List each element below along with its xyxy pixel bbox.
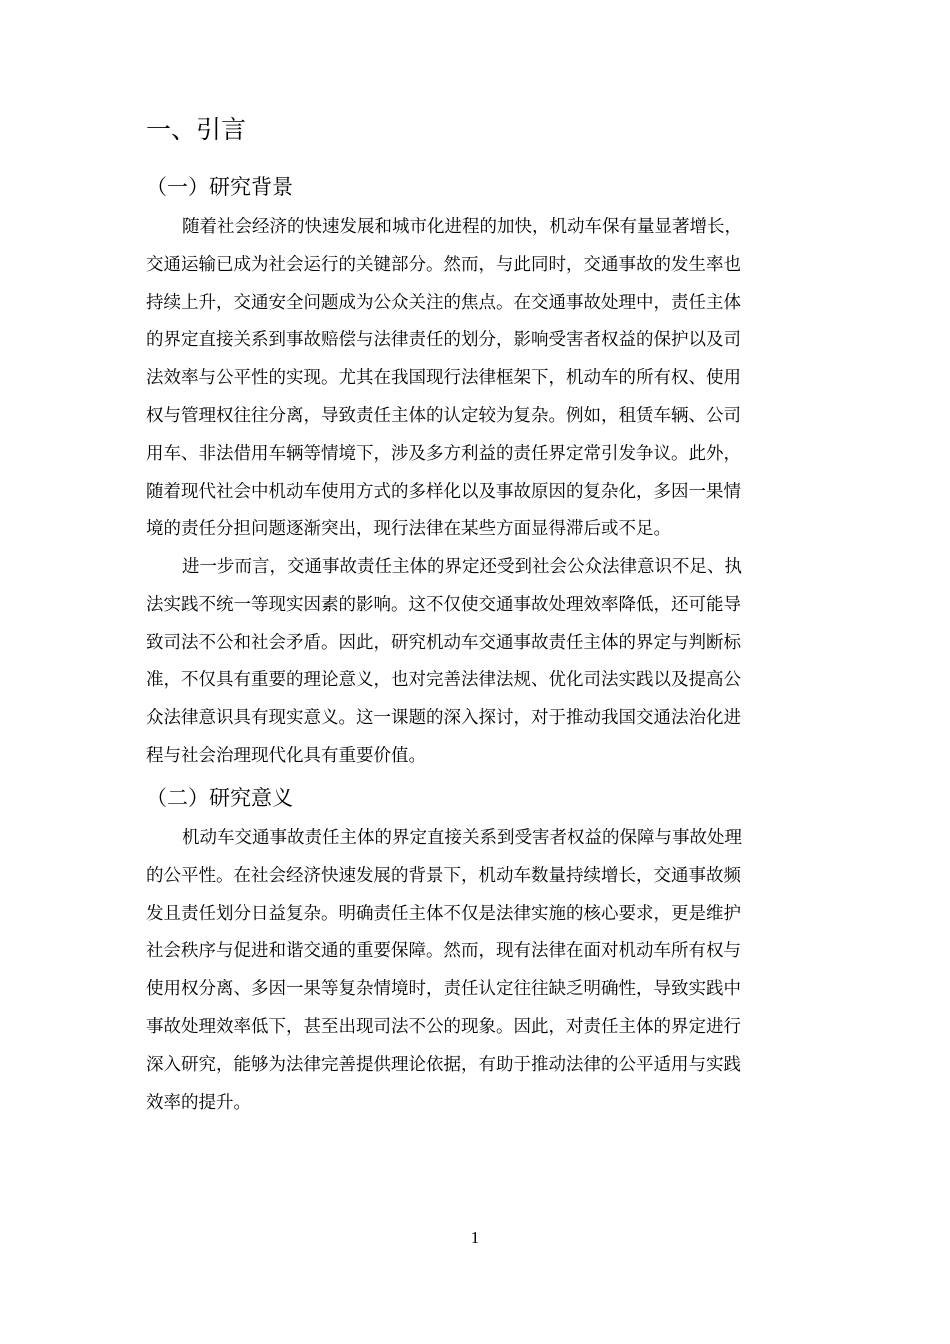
paragraph-line: 发且责任划分日益复杂。明确责任主体不仅是法律实施的核心要求，更是维护 xyxy=(146,903,741,924)
paragraph-background-2 xyxy=(146,549,798,776)
paragraph-line: 随着现代社会中机动车使用方式的多样化以及事故原因的复杂化，多因一果情 xyxy=(146,481,741,502)
paragraph-line: 的界定直接关系到事故赔偿与法律责任的划分，影响受害者权益的保护以及司 xyxy=(146,330,741,351)
paragraph-line: 机动车交通事故责任主体的界定直接关系到受害者权益的保障与事故处理 xyxy=(182,828,742,848)
paragraph-line: 随着社会经济的快速发展和城市化进程的加快，机动车保有量显著增长， xyxy=(182,217,742,237)
section-heading-background: （一）研究背景 xyxy=(146,175,293,199)
paragraph-line: 使用权分离、多因一果等复杂情境时，责任认定往往缺乏明确性，导致实践中 xyxy=(146,979,741,1000)
paragraph-line: 事故处理效率低下，甚至出现司法不公的现象。因此，对责任主体的界定进行 xyxy=(146,1016,741,1037)
paragraph-line: 权与管理权往往分离，导致责任主体的认定较为复杂。例如，租赁车辆、公司 xyxy=(146,405,741,426)
paragraph-line: 的公平性。在社会经济快速发展的背景下，机动车数量持续增长，交通事故频 xyxy=(146,865,741,886)
paragraph-line: 持续上升，交通安全问题成为公众关注的焦点。在交通事故处理中，责任主体 xyxy=(146,292,741,313)
paragraph-line: 法实践不统一等现实因素的影响。这不仅使交通事故处理效率降低，还可能导 xyxy=(146,594,741,615)
paragraph-line: 用车、非法借用车辆等情境下，涉及多方利益的责任界定常引发争议。此外， xyxy=(146,443,741,464)
paragraph-line: 深入研究，能够为法律完善提供理论依据，有助于推动法律的公平适用与实践 xyxy=(146,1054,741,1075)
paragraph-significance-1 xyxy=(146,820,798,1122)
paragraph-line: 众法律意识具有现实意义。这一课题的深入探讨，对于推动我国交通法治化进 xyxy=(146,708,741,729)
paragraph-line: 社会秩序与促进和谐交通的重要保障。然而，现有法律在面对机动车所有权与 xyxy=(146,941,741,962)
paragraph-line: 交通运输已成为社会运行的关键部分。然而，与此同时，交通事故的发生率也 xyxy=(146,254,741,275)
paragraph-line: 准，不仅具有重要的理论意义，也对完善法律法规、优化司法实践以及提高公 xyxy=(146,670,741,691)
paragraph-line: 法效率与公平性的实现。尤其在我国现行法律框架下，机动车的所有权、使用 xyxy=(146,368,741,389)
paragraph-background-1 xyxy=(146,209,798,549)
paragraph-line: 境的责任分担问题逐渐突出，现行法律在某些方面显得滞后或不足。 xyxy=(146,519,671,540)
paragraph-line: 进一步而言，交通事故责任主体的界定还受到社会公众法律意识不足、执 xyxy=(182,557,742,577)
paragraph-line: 效率的提升。 xyxy=(146,1092,251,1113)
page-number: 1 xyxy=(470,1228,480,1247)
section-heading-significance: （二）研究意义 xyxy=(146,786,293,810)
paragraph-line: 致司法不公和社会矛盾。因此，研究机动车交通事故责任主体的界定与判断标 xyxy=(146,632,741,653)
paragraph-line: 程与社会治理现代化具有重要价值。 xyxy=(146,745,426,766)
chapter-heading: 一、引言 xyxy=(146,115,247,144)
